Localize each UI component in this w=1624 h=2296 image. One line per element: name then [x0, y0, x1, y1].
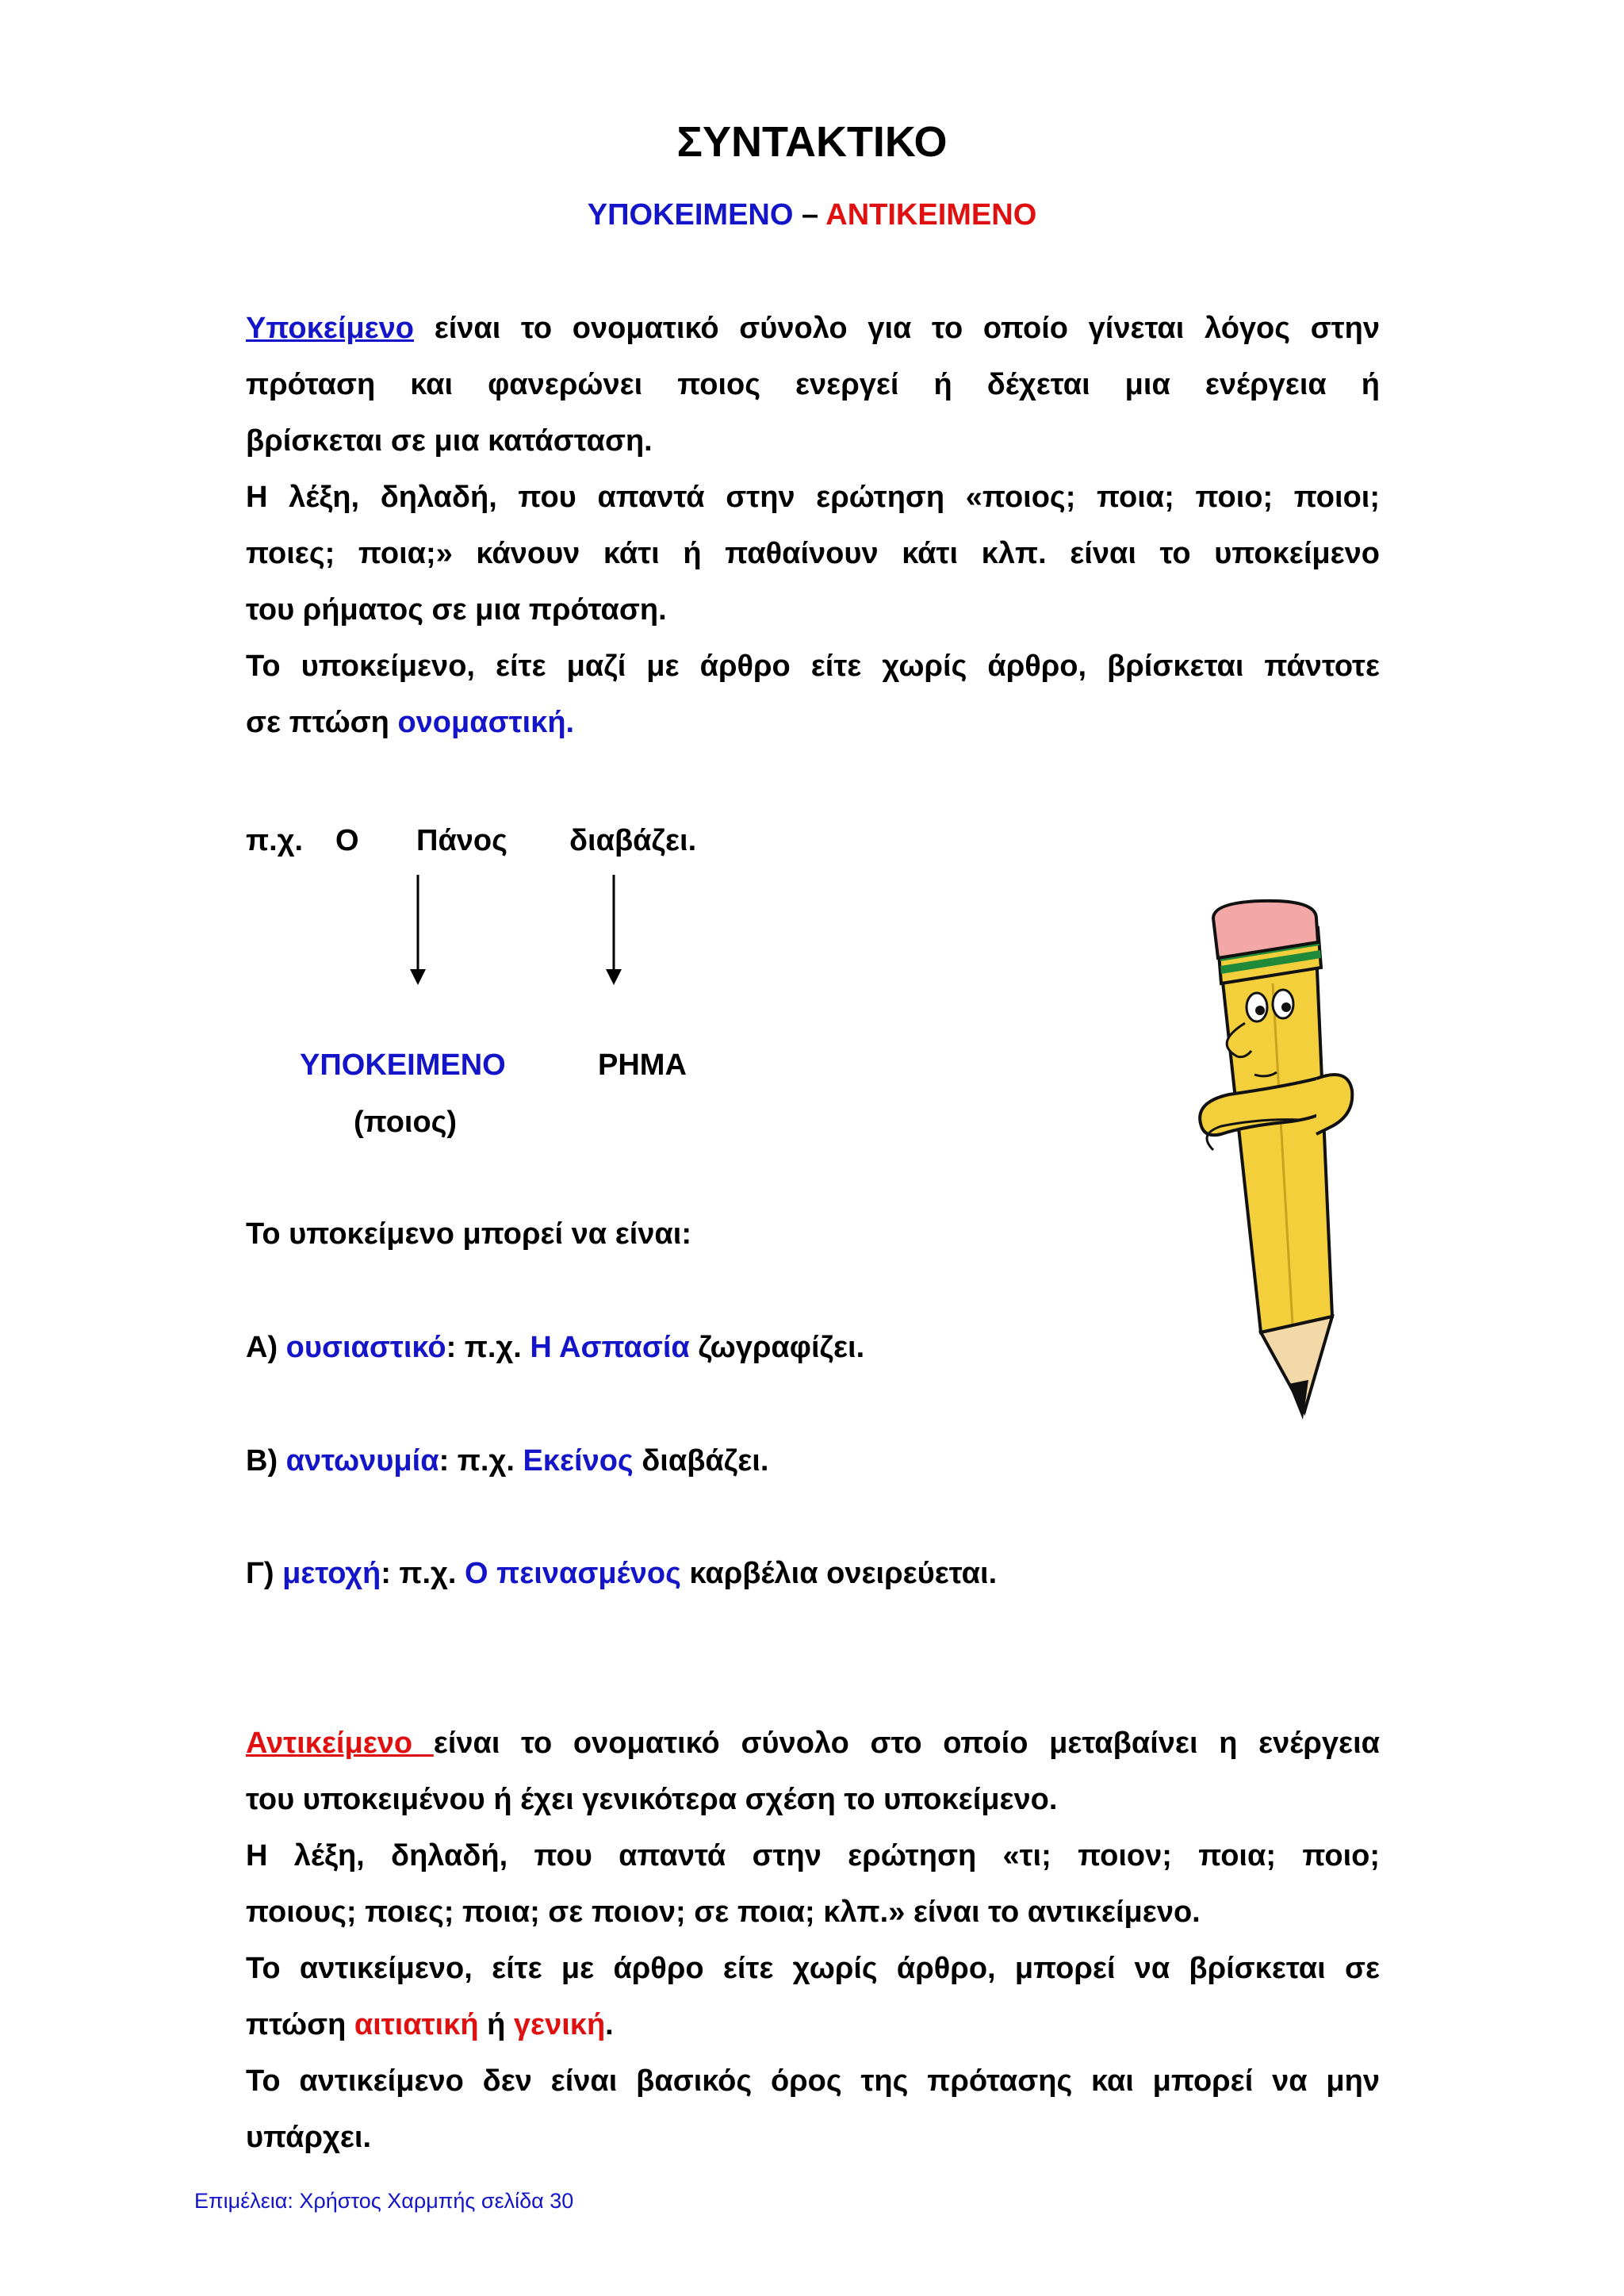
subject-line-8: σε πτώση ονομαστική.: [246, 706, 575, 739]
subject-line-1: Υποκείμενο είναι το ονοματικό σύνολο για το οποίο γίνεται λόγος στην: [246, 312, 1380, 345]
subtitle-subject: ΥΠΟΚΕΙΜΕΝΟ: [587, 198, 794, 232]
label-subject-question: (ποιος): [354, 1106, 458, 1139]
arrow-to-verb: [606, 875, 622, 985]
case-nominative: ονομαστική.: [397, 706, 575, 739]
page-subtitle: [0, 198, 1624, 232]
example-verb: διαβάζει.: [569, 824, 697, 857]
subject-line-6: του ρήματος σε μια πρόταση.: [246, 593, 667, 627]
label-verb: ΡΗΜΑ: [598, 1048, 687, 1082]
example-article: Ο: [335, 824, 359, 857]
label-subject: ΥΠΟΚΕΙΜΕΝΟ: [300, 1048, 506, 1082]
object-line-1: Αντικείμενο είναι το ονοματικό σύνολο στο οποίο μεταβαίνει η ενέργεια: [246, 1727, 1381, 1760]
subject-type-participle: Γ) μετοχή: π.χ. Ο πεινασμένος καρβέλια ονειρεύεται.: [246, 1557, 998, 1590]
object-line-8: υπάρχει.: [246, 2121, 372, 2154]
subject-line-4: Η λέξη, δηλαδή, που απαντά στην ερώτηση «ποιος; ποια; ποιο; ποιοι;: [246, 481, 1380, 514]
object-definition: [246, 1715, 1380, 2166]
subject-term: Υποκείμενο: [246, 312, 415, 345]
example-arrows: [396, 872, 634, 991]
example-prefix: π.χ.: [246, 824, 304, 857]
subject-line-2: πρόταση και φανερώνει ποιος ενεργεί ή δέχεται μια ενέργεια ή: [246, 368, 1380, 401]
example-noun: Πάνος: [416, 824, 508, 857]
subject-definition: [246, 301, 1380, 751]
page-footer: Επιμέλεια: Χρήστος Χαρμπής σελίδα 30: [194, 2189, 574, 2213]
object-term: Αντικείμενο: [246, 1727, 434, 1760]
subject-line-3: βρίσκεται σε μια κατάσταση.: [246, 424, 653, 458]
subtitle-object: ΑΝΤΙΚΕΙΜΕΝΟ: [825, 198, 1037, 232]
arrow-to-subject: [410, 875, 426, 985]
object-line-4: ποιους; ποιες; ποια; σε ποιον; σε ποια; κλπ.» είναι το αντικείμενο.: [246, 1895, 1201, 1929]
object-line-5: Το αντικείμενο, είτε με άρθρο είτε χωρίς άρθρο, μπορεί να βρίσκεται σε: [246, 1952, 1380, 1985]
pencil-character-illustration: [1197, 888, 1372, 1428]
object-line-2: του υποκειμένου ή έχει γενικότερα σχέση το υποκείμενο.: [246, 1783, 1058, 1816]
subject-line-7: Το υποκείμενο, είτε μαζί με άρθρο είτε χωρίς άρθρο, βρίσκεται πάντοτε: [246, 650, 1380, 683]
subject-type-pronoun: Β) αντωνυμία: π.χ. Εκείνος διαβάζει.: [246, 1444, 769, 1478]
object-line-3: Η λέξη, δηλαδή, που απαντά στην ερώτηση «τι; ποιον; ποια; ποιο;: [246, 1839, 1380, 1872]
subtitle-dash: –: [793, 198, 826, 232]
object-line-7: Το αντικείμενο δεν είναι βασικός όρος της πρότασης και μπορεί να μην: [246, 2064, 1380, 2098]
object-line-6: πτώση αιτιατική ή γενική.: [246, 2008, 614, 2041]
page-title: ΣΥΝΤΑΚΤΙΚΟ: [676, 118, 948, 166]
subject-line-5: ποιες; ποια;» κάνουν κάτι ή παθαίνουν κάτι κλπ. είναι το υποκείμενο: [246, 537, 1380, 570]
case-accusative: αιτιατική: [354, 2008, 479, 2041]
subject-type-noun: Α) ουσιαστικό: π.χ. Η Ασπασία ζωγραφίζει.: [246, 1331, 865, 1364]
subject-types-intro: Το υποκείμενο μπορεί να είναι:: [246, 1217, 692, 1251]
case-genitive: γενική: [513, 2008, 606, 2041]
